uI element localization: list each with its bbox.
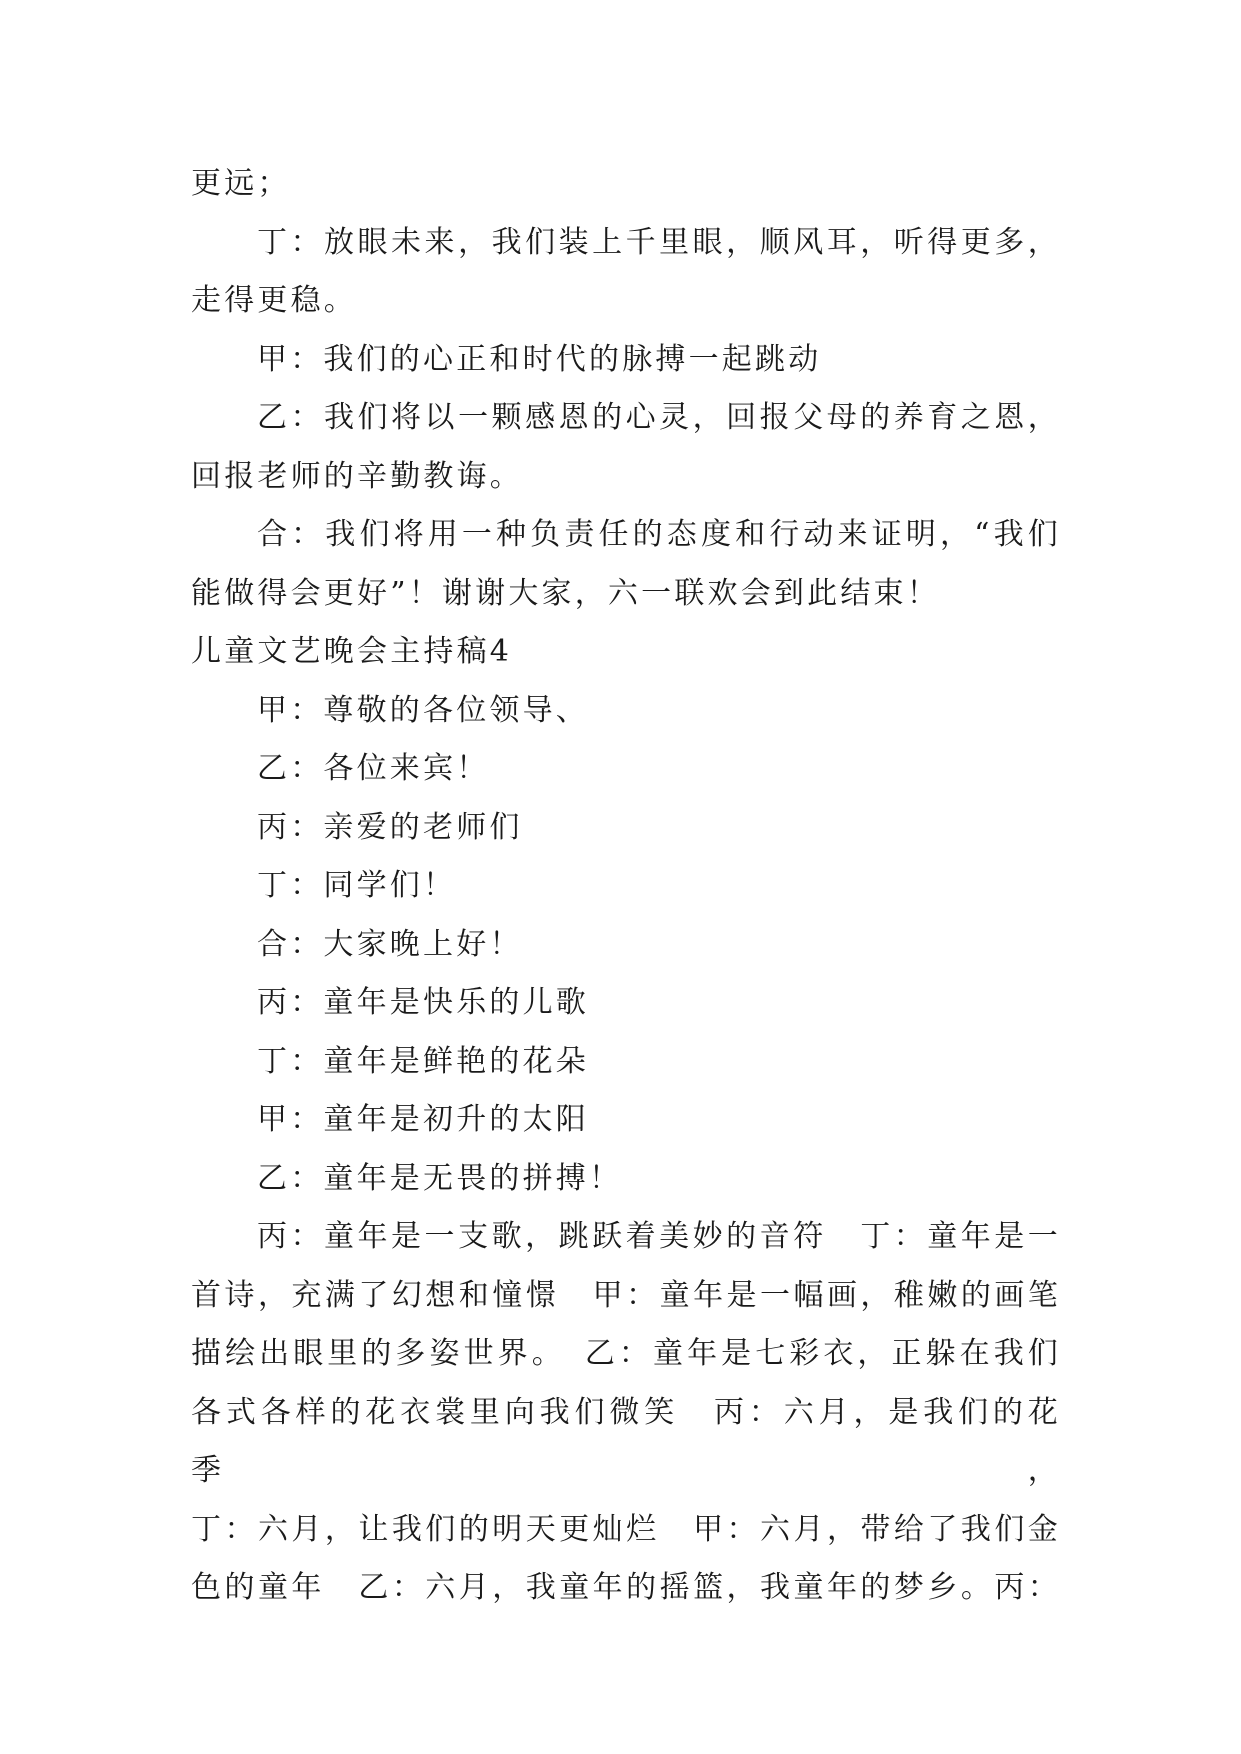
text-line: 合：我们将用一种负责任的态度和行动来证明，“我们 [257, 517, 1061, 552]
text-line: 丙：童年是一支歌，跳跃着美妙的音符 丁：童年是一 [257, 1219, 1061, 1254]
text-line: 乙：我们将以一颗感恩的心灵，回报父母的养育之恩， [257, 400, 1061, 435]
text-line: 丙：亲爱的老师们 [257, 809, 523, 845]
text-line: 合：大家晚上好！ [257, 926, 523, 962]
text-line: 能做得会更好”！谢谢大家，六一联欢会到此结束！ [191, 575, 940, 611]
text-line: 更远； [191, 166, 291, 201]
document-body [191, 155, 1061, 1618]
text-line: 甲：尊敬的各位领导、 [257, 692, 589, 728]
text-line: 甲：童年是初升的太阳 [257, 1102, 589, 1137]
text-line: 各式各样的花衣裳里向我们微笑 丙：六月，是我们的花季， [191, 1394, 1061, 1488]
text-line: 丙：童年是快乐的儿歌 [257, 985, 589, 1020]
text-line: 走得更稳。 [191, 283, 357, 318]
section-heading: 儿童文艺晚会主持稿4 [191, 634, 513, 669]
text-line: 首诗，充满了幻想和憧憬 甲：童年是一幅画，稚嫩的画笔 [191, 1277, 1061, 1313]
text-line: 丁：童年是鲜艳的花朵 [257, 1043, 589, 1079]
text-line: 回报老师的辛勤教诲。 [191, 458, 523, 494]
text-line: 甲：我们的心正和时代的脉搏一起跳动 [257, 341, 822, 377]
text-line: 乙：童年是无畏的拼搏！ [257, 1160, 623, 1196]
text-line: 色的童年 乙：六月，我童年的摇篮，我童年的梦乡。丙： [191, 1570, 1061, 1605]
text-line: 丁：放眼未来，我们装上千里眼，顺风耳，听得更多， [257, 224, 1061, 260]
text-line: 丁：六月，让我们的明天更灿烂 甲：六月，带给了我们金 [191, 1511, 1061, 1547]
text-line: 乙：各位来宾！ [257, 751, 490, 786]
text-line: 描绘出眼里的多姿世界。 乙：童年是七彩衣，正躲在我们 [191, 1336, 1061, 1371]
text-line: 丁：同学们！ [257, 868, 457, 903]
